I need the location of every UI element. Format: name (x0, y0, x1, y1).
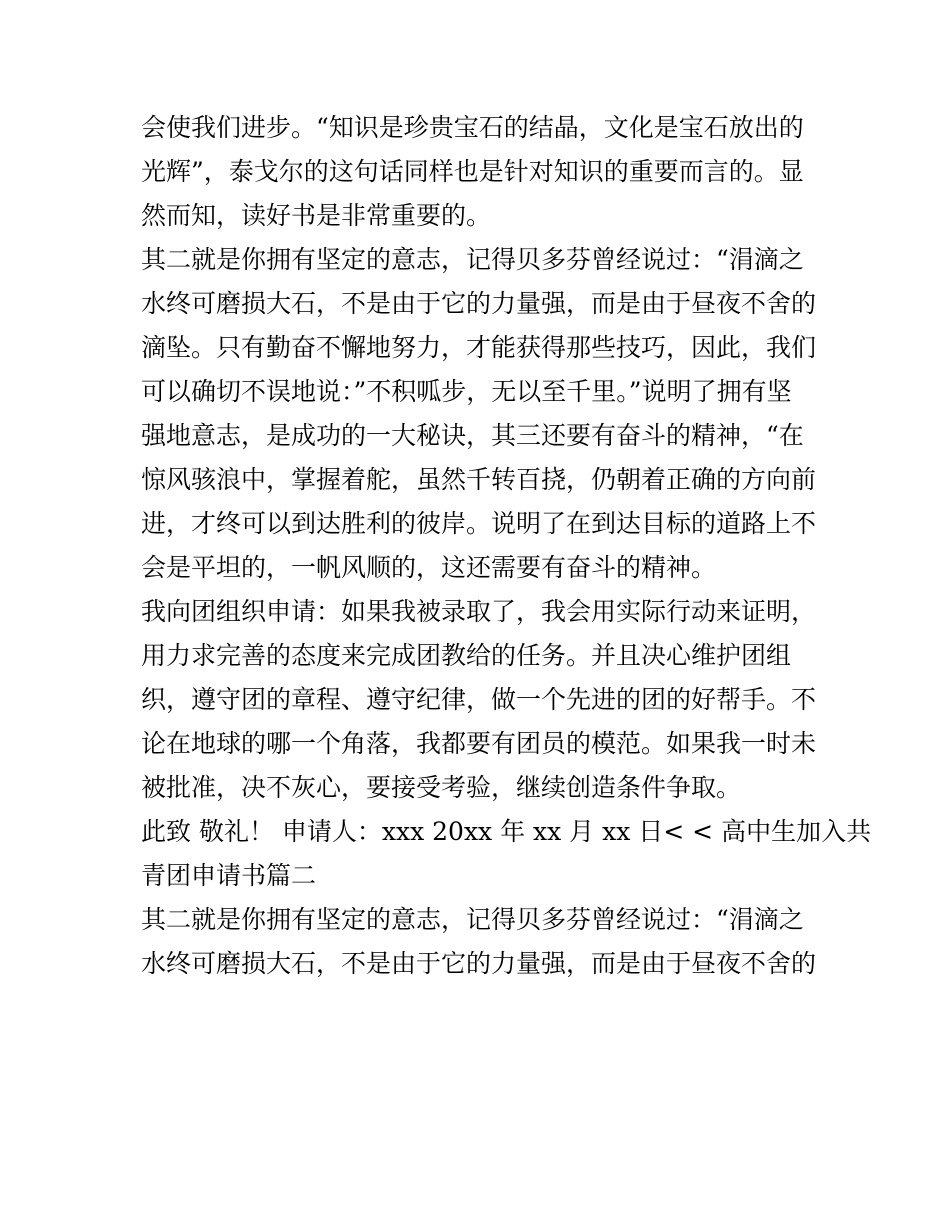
text-line: 其二就是你拥有坚定的意志，记得贝多芬曾经说过：“涓滴之 (141, 245, 804, 274)
paragraph-2 (141, 238, 821, 590)
text-line: 我向团组织申请：如果我被录取了，我会用实际行动来证明， (141, 597, 817, 626)
text-line: 论在地球的哪一个角落，我都要有团员的模范。如果我一时未 (141, 729, 817, 758)
text-line: 可以确切不误地说：”不积呱步，无以至千里。”说明了拥有坚 (141, 377, 792, 406)
paragraph-1 (141, 106, 821, 238)
text-line: 水终可磨损大石，不是由于它的力量强，而是由于昼夜不舍的 (141, 949, 817, 978)
text-line: 水终可磨损大石，不是由于它的力量强，而是由于昼夜不舍的 (141, 289, 817, 318)
text-line: 此致 敬礼！ 申请人：xxx 20xx 年 xx 月 xx 日< < 高中生加入共 (141, 817, 872, 846)
paragraph-5 (141, 898, 821, 986)
text-line: 会使我们进步。“知识是珍贵宝石的结晶，文化是宝石放出的 (141, 113, 804, 142)
paragraph-3 (141, 590, 821, 810)
text-line: 然而知，读好书是非常重要的。 (141, 201, 492, 230)
text-line: 其二就是你拥有坚定的意志，记得贝多芬曾经说过：“涓滴之 (141, 905, 804, 934)
text-line: 惊风骇浪中，掌握着舵，虽然千转百挠，仍朝着正确的方向前 (141, 465, 817, 494)
text-line: 会是平坦的，一帆风顺的，这还需要有奋斗的精神。 (141, 553, 717, 582)
text-line: 青团申请书篇二 (141, 861, 317, 890)
text-line: 光辉”，泰戈尔的这句话同样也是针对知识的重要而言的。显 (141, 157, 804, 186)
text-line: 用力求完善的态度来完成团教给的任务。并且决心维护团组 (141, 641, 792, 670)
document-body (141, 106, 872, 986)
text-line: 进，才终可以到达胜利的彼岸。说明了在到达目标的道路上不 (141, 509, 817, 538)
text-line: 强地意志，是成功的一大秘诀，其三还要有奋斗的精神，“在 (141, 421, 804, 450)
text-line: 滴坠。只有勤奋不懈地努力，才能获得那些技巧，因此，我们 (141, 333, 817, 362)
text-line: 织，遵守团的章程、遵守纪律，做一个先进的团的好帮手。不 (141, 685, 817, 714)
text-line: 被批准，决不灰心，要接受考验，继续创造条件争取。 (141, 773, 742, 802)
paragraph-4-closing (141, 810, 872, 898)
